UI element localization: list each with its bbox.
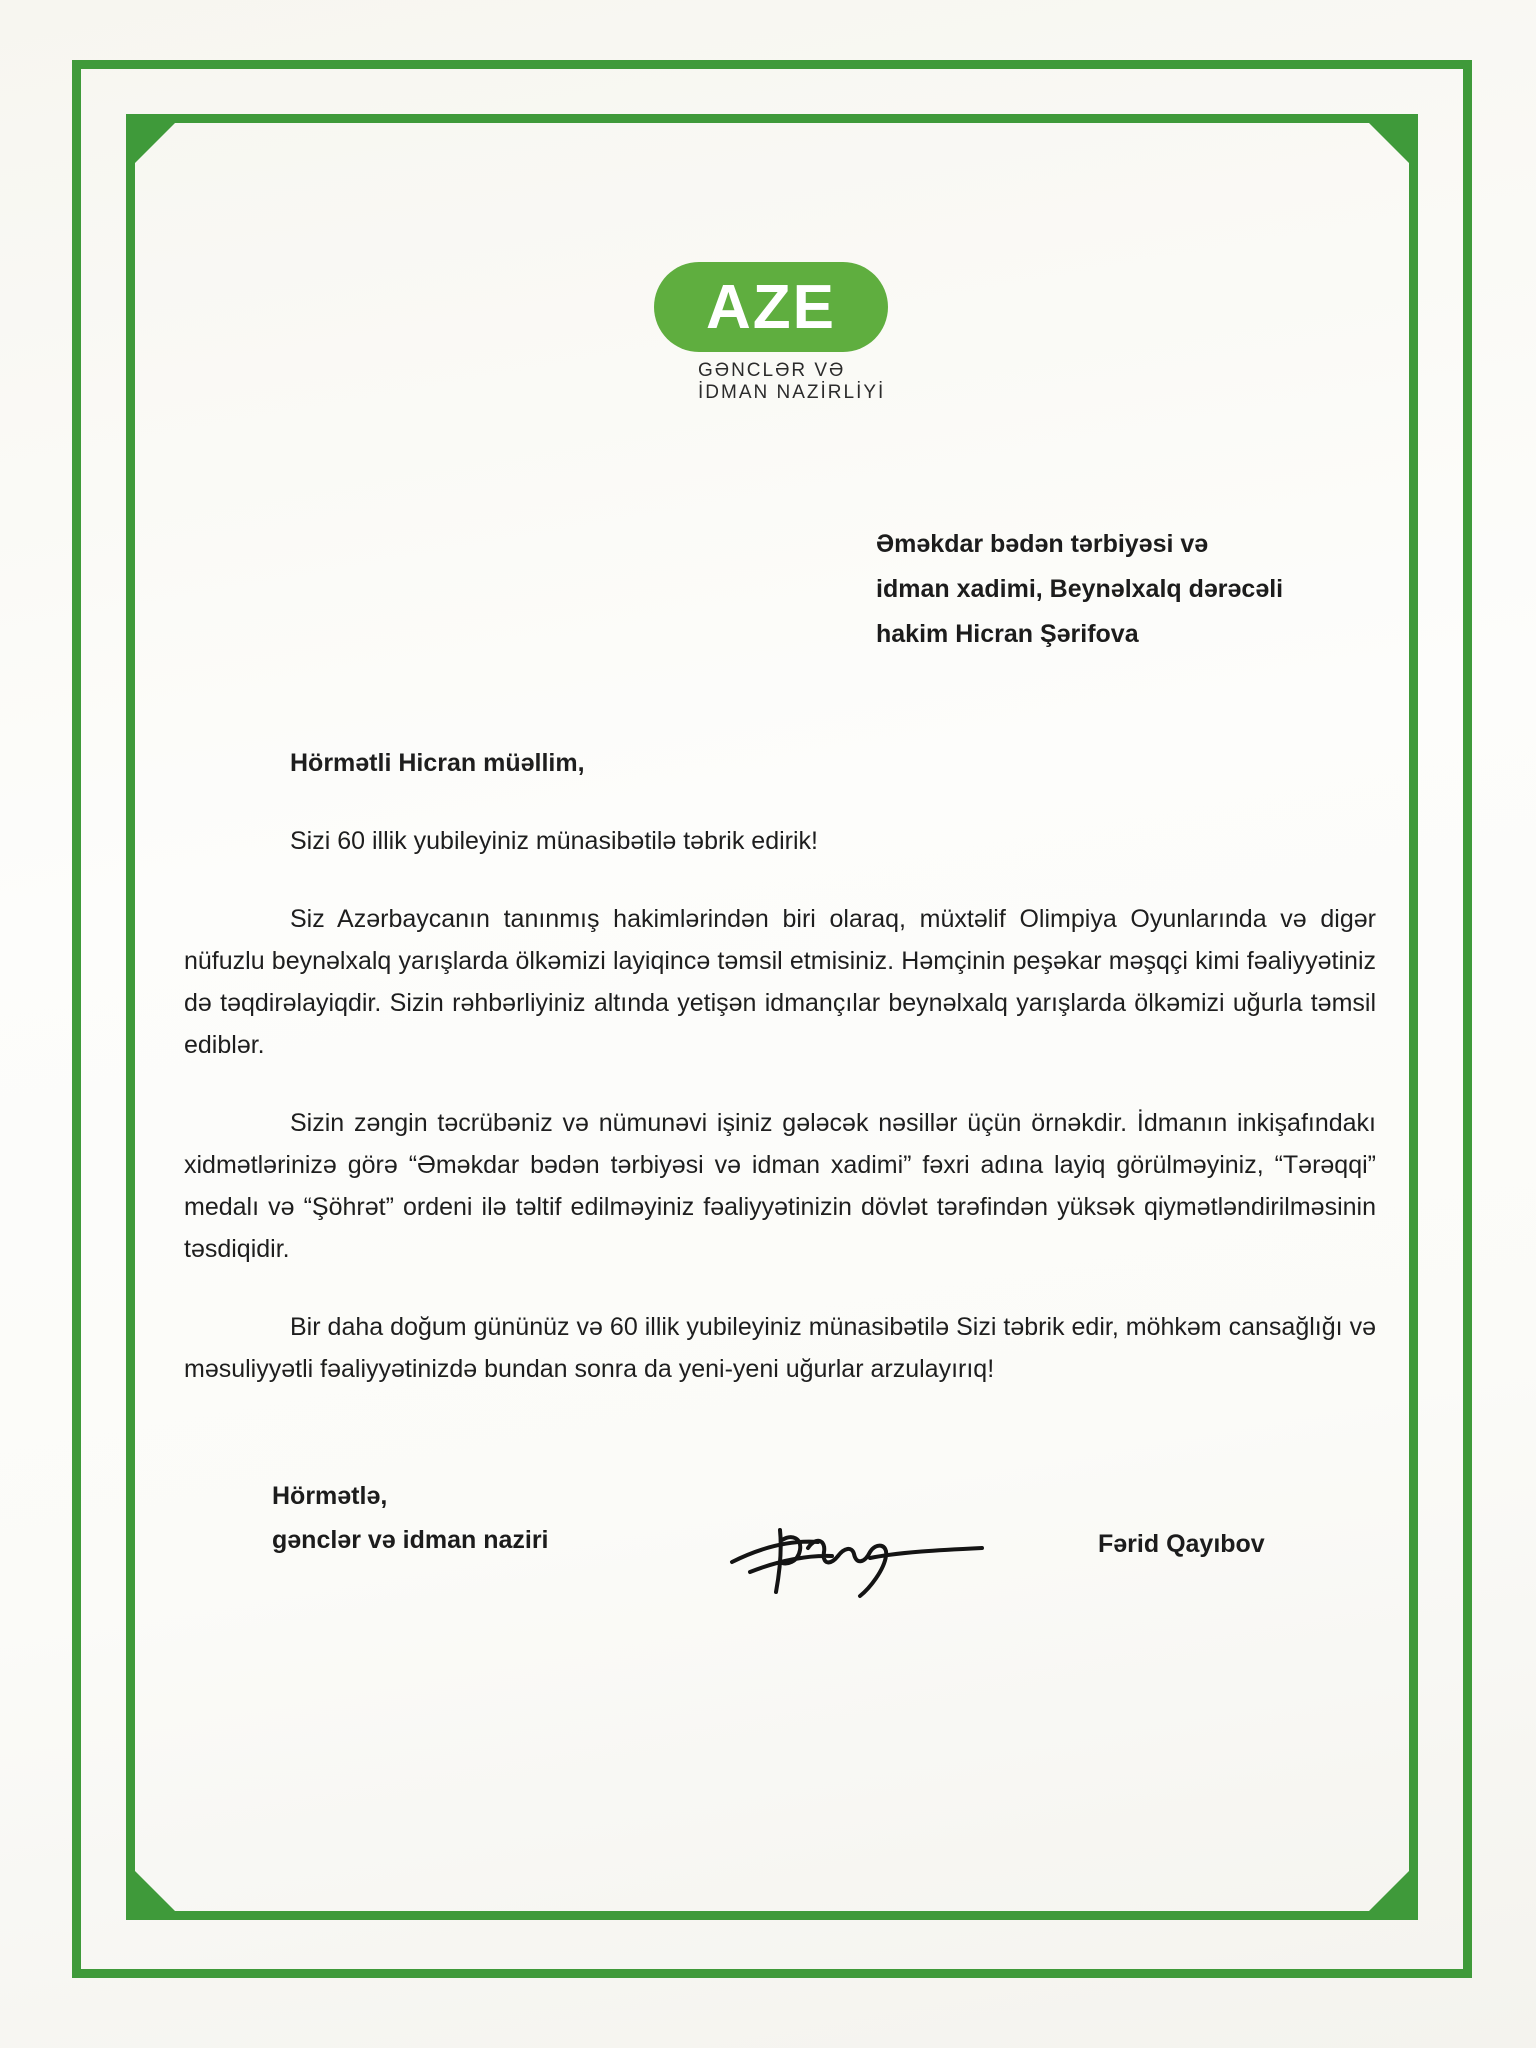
- ministry-name-line-1: GƏNCLƏR VƏ: [698, 360, 846, 381]
- paragraph: Bir daha doğum gününüz və 60 illik yubileyiniz münasibətilə Sizi təbrik edir, möhkəm cansağlığı və məsuliyyətli fəaliyyətinizdə bundan sonra da yeni-yeni uğurlar arzulayırıq!: [184, 1313, 1376, 1383]
- signoff-block: [272, 1474, 549, 1562]
- paragraph: Sizin zəngin təcrübəniz və nümunəvi işiniz gələcək nəsillər üçün örnəkdir. İdmanın inkişafındakı xidmətlərinizə görə “Əməkdar bədən tərbiyəsi və idman xadimi” fəxri adına layiq görülməyiniz, “Tərəqqi” medalı və “Şöhrət” ordeni ilə təltif edilməyiniz fəaliyyətinizin dövlət tərəfindən yüksək qiymətləndirilməsinin təsdiqidir.: [184, 1109, 1376, 1263]
- ministry-name: [698, 360, 885, 404]
- addressee-line: Əməkdar bədən tərbiyəsi və: [876, 530, 1209, 558]
- signer-name: Fərid Qayıbov: [1098, 1530, 1265, 1558]
- handwritten-signature: [720, 1500, 990, 1600]
- ministry-logo: AZE: [654, 262, 888, 352]
- addressee-line: hakim Hicran Şərifova: [876, 620, 1139, 648]
- closing-text: Hörmətlə,: [272, 1482, 388, 1510]
- ministry-name-line-2: İDMAN NAZİRLİYİ: [698, 382, 886, 403]
- paragraph: Siz Azərbaycanın tanınmış hakimlərindən biri olaraq, müxtəlif Olimpiya Oyunlarında və digər nüfuzlu beynəlxalq yarışlarda ölkəmizi layiqincə təmsil etmisiniz. Həmçinin peşəkar məşqçi kimi fəaliyyətiniz də təqdirəlayiqdir. Sizin rəhbərliyiniz altında yetişən idmançılar beynəlxalq yarışlarda ölkəmizi uğurla təmsil ediblər.: [184, 905, 1376, 1059]
- salutation: Hörmətli Hicran müəllim,: [290, 749, 585, 777]
- paragraph: Sizi 60 illik yubileyiniz münasibətilə təbrik edirik!: [290, 827, 818, 855]
- addressee-block: [876, 522, 1283, 657]
- addressee-line: idman xadimi, Beynəlxalq dərəcəli: [876, 575, 1284, 603]
- signer-position: gənclər və idman naziri: [272, 1526, 549, 1554]
- letter-body: [184, 742, 1376, 1426]
